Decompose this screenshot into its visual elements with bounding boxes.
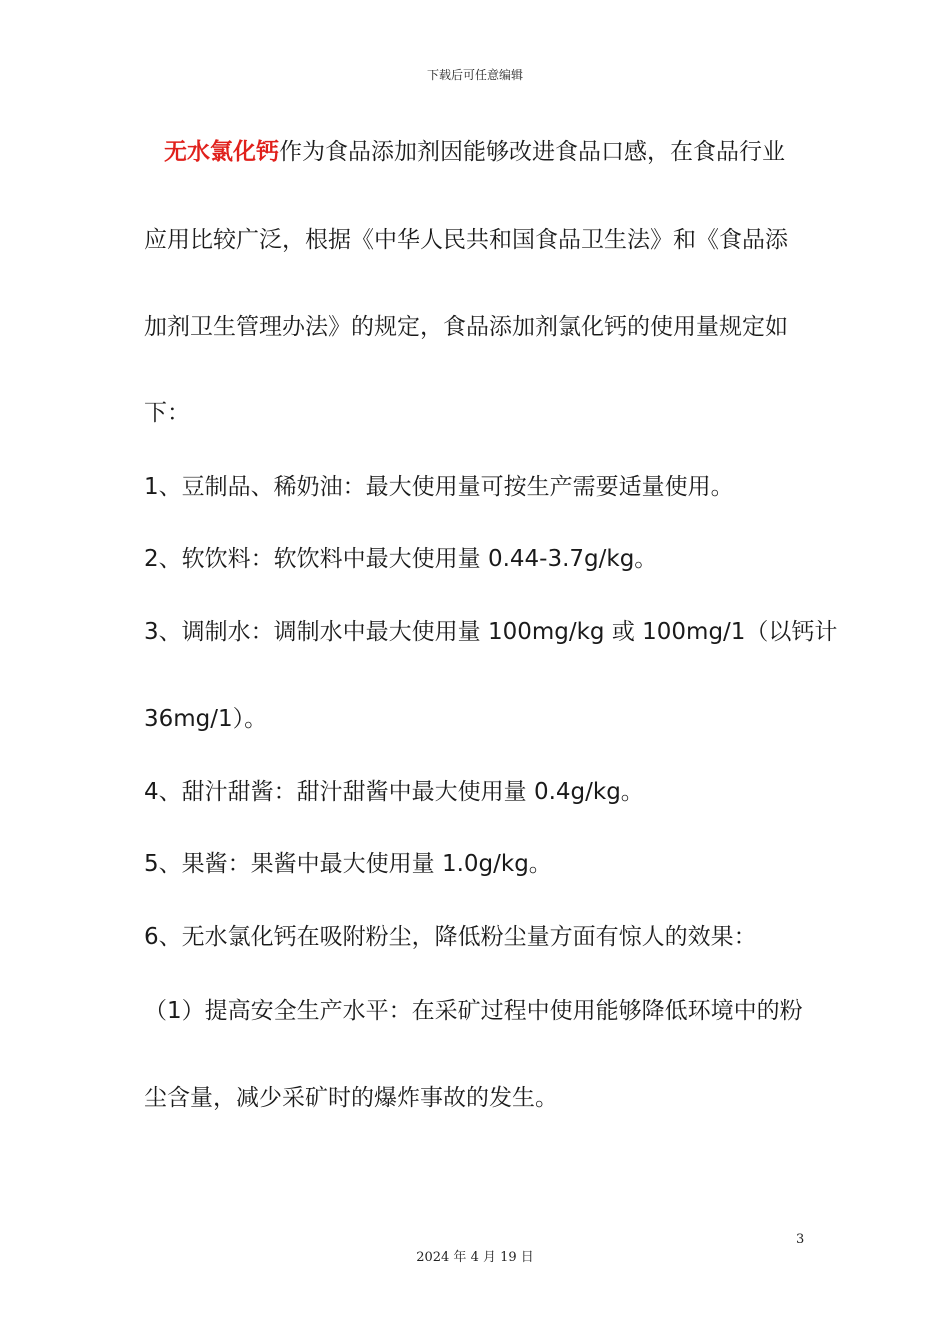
intro-line-1-text: 作为食品添加剂因能够改进食品口感，在食品行业 [279,139,785,165]
page-header: 下载后可任意编辑 [426,68,523,82]
list-item-5: 5、果酱：果酱中最大使用量 1.0g/kg。 [144,851,552,877]
intro-line-1 [164,137,785,167]
sub-item-1: （1）提高安全生产水平：在采矿过程中使用能够降低环境中的粉 [144,998,803,1024]
highlighted-term: 无水氯化钙 [164,139,279,165]
intro-line-2: 应用比较广泛，根据《中华人民共和国食品卫生法》和《食品添 [144,227,788,253]
list-item-3-continued: 36mg/1）。 [144,706,268,732]
list-item-2: 2、软饮料：软饮料中最大使用量 0.44-3.7g/kg。 [144,546,658,572]
page-footer-date: 2024 年 4 月 19 日 [416,1250,534,1265]
list-item-1: 1、豆制品、稀奶油：最大使用量可按生产需要适量使用。 [144,474,734,500]
list-item-4: 4、甜汁甜酱：甜汁甜酱中最大使用量 0.4g/kg。 [144,779,644,805]
intro-line-4: 下： [144,400,190,426]
intro-line-3: 加剂卫生管理办法》的规定，食品添加剂氯化钙的使用量规定如 [144,314,788,340]
list-item-6: 6、无水氯化钙在吸附粉尘，降低粉尘量方面有惊人的效果： [144,924,757,950]
page-number: 3 [796,1232,805,1247]
list-item-3: 3、调制水：调制水中最大使用量 100mg/kg 或 100mg/1（以钙计 [144,619,838,645]
sub-item-1-continued: 尘含量，减少采矿时的爆炸事故的发生。 [144,1085,558,1111]
